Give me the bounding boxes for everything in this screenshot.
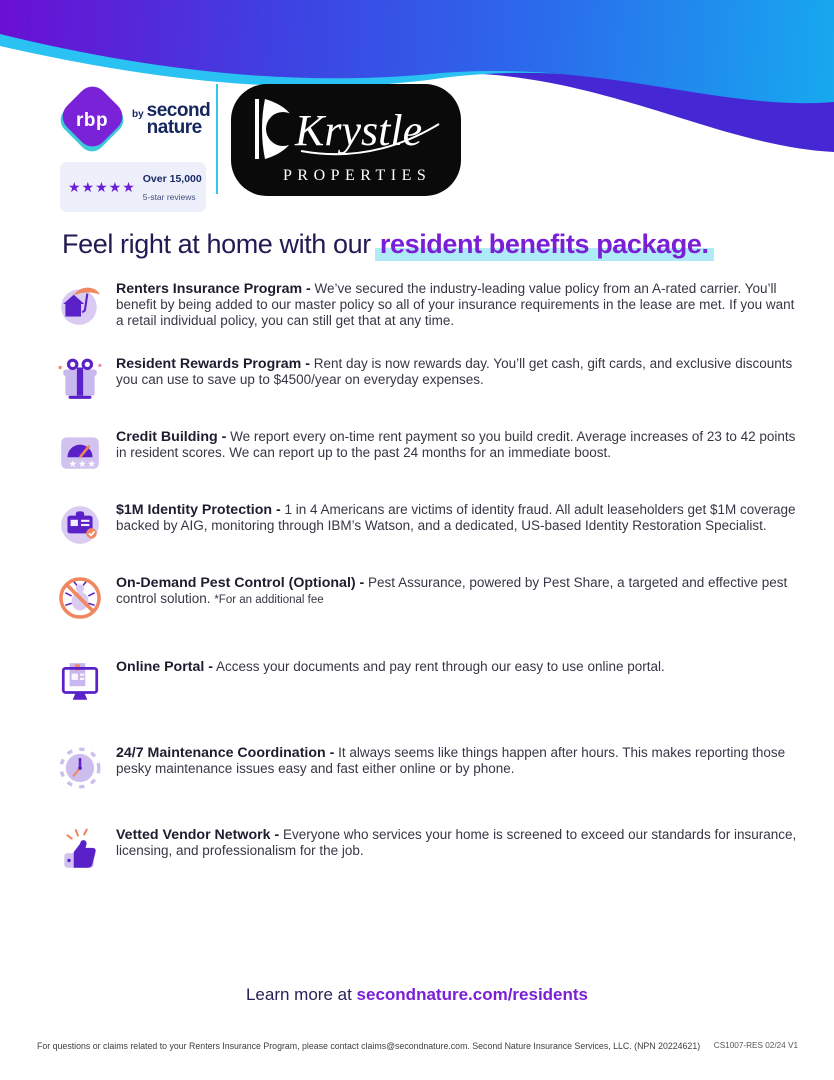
benefit-title: Credit Building - — [116, 429, 227, 445]
krystle-logo-subtitle: PROPERTIES — [283, 167, 432, 184]
reviews-caption: 5-star reviews — [142, 192, 196, 202]
list-item-pest-control — [57, 575, 802, 621]
reviews-count: Over 15,000 — [142, 173, 202, 185]
benefit-title: On-Demand Pest Control (Optional) - — [116, 575, 365, 591]
learn-more-prefix: Learn more at — [245, 985, 352, 1004]
five-stars-icon: ★★★★★ — [68, 178, 136, 195]
legal-disclaimer: For questions or claims related to your Renters Insurance Program, please contact claims@secondnature.com. Second Nature Insurance Services, LLC. (NPN 20224621) — [37, 1041, 701, 1051]
learn-more-link[interactable]: secondnature.com/residents — [356, 985, 589, 1004]
list-item-vendor-network — [57, 827, 802, 873]
krystle-logo-name: Krystle — [295, 106, 423, 155]
benefit-title: Online Portal - — [116, 659, 213, 675]
list-item-resident-rewards — [57, 356, 802, 402]
list-item-online-portal — [57, 659, 802, 705]
benefit-title: 24/7 Maintenance Coordination - — [116, 745, 335, 761]
benefit-title: Resident Rewards Program - — [116, 356, 310, 372]
headline-prefix: Feel right at home with our — [62, 229, 371, 259]
reviews-badge — [60, 162, 206, 212]
document-code: CS1007-RES 02/24 V1 — [713, 1041, 798, 1050]
clock-icon — [57, 745, 103, 791]
krystle-properties-logo — [231, 84, 461, 196]
benefit-description: 1 in 4 Americans are victims of identity fraud. All adult leaseholders get $1M coverage backed by AIG, monitoring through IBM’s Watson, and a dedicated, US-based Identity Restoration Specialist. — [116, 502, 796, 533]
page-title — [62, 229, 714, 260]
benefit-description: We report every on-time rent payment so you build credit. Average increases of 23 to 42 points in resident scores. We can report up to the past 24 months for an immediate boost. — [116, 429, 796, 460]
svg-text:★★★: ★★★ — [68, 458, 97, 470]
id-card-icon — [57, 502, 103, 548]
benefit-description: Pest Assurance, powered by Pest Share, a targeted and effective pest control solution. — [116, 575, 788, 606]
header-logos — [60, 84, 461, 212]
benefit-title: $1M Identity Protection - — [116, 502, 281, 518]
benefit-description: Everyone who services your home is screened to exceed our standards for insurance, licensing, and professionalism for the job. — [116, 827, 797, 858]
rbp-logo-block — [60, 84, 211, 212]
benefit-note: *For an additional fee — [214, 594, 324, 606]
benefit-title: Renters Insurance Program - — [116, 281, 311, 297]
rbp-logo-text: rbp — [75, 110, 109, 131]
no-pest-icon — [57, 575, 103, 621]
gift-icon — [57, 356, 103, 402]
list-item-renters-insurance — [57, 281, 802, 329]
headline-highlight: resident benefits package. — [375, 229, 714, 261]
benefit-description: Rent day is now rewards day. You’ll get cash, gift cards, and exclusive discounts you can use to save up to $4500/year on everyday expenses. — [116, 356, 793, 387]
credit-gauge-icon — [57, 429, 103, 475]
brand-word-second: second — [146, 100, 211, 122]
benefit-description: It always seems like things happen after hours. This makes reporting those pesky maintenance issues easy and fast either online or by phone. — [116, 745, 786, 776]
rbp-logo-icon — [60, 86, 124, 154]
benefit-description: Access your documents and pay rent through our easy to use online portal. — [215, 659, 665, 674]
list-item-identity-protection — [57, 502, 802, 548]
krystle-k-mark — [255, 99, 259, 159]
logo-divider — [216, 84, 218, 194]
learn-more-line — [0, 985, 834, 1005]
brand-word-nature: nature — [146, 117, 202, 138]
benefit-title: Vetted Vendor Network - — [116, 827, 280, 843]
second-nature-wordmark — [132, 100, 211, 138]
byline-label: by — [132, 109, 144, 121]
list-item-maintenance — [57, 745, 802, 791]
umbrella-house-icon — [57, 281, 103, 327]
online-portal-icon — [57, 659, 103, 705]
thumbs-up-icon — [57, 827, 103, 873]
benefits-list — [57, 281, 802, 900]
benefit-description: We’ve secured the industry-leading value policy from an A-rated carrier. You’ll benefit by being added to our master policy so all of your insurance requirements in the lease are met. If you want a retail individual policy, you can still get that at any time. — [116, 281, 795, 328]
list-item-credit-building — [57, 429, 802, 475]
